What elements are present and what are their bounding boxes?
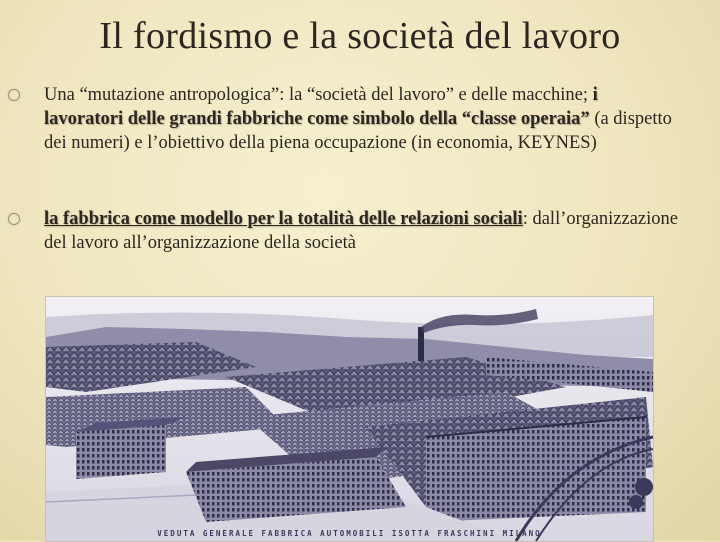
photo-caption: VEDUTA GENERALE FABBRICA AUTOMOBILI ISOTTA FRASCHINI MILANO (157, 529, 542, 538)
factory-illustration (46, 297, 653, 541)
bullet-2-bold-text: la fabbrica come modello per la totalità delle relazioni sociali (44, 209, 523, 229)
bullet-1-text: Una “mutazione antropologica”: la “società del lavoro” e delle macchine; (44, 85, 593, 105)
bullet-item-2 (44, 207, 680, 255)
bullet-1-bold-text: i lavoratori delle grandi fabbriche come simbolo della “classe operaia” (44, 85, 598, 129)
bullet-1-rest-text: (a dispetto dei numeri) e l’obiettivo della piena occupazione (in economia, KEYNES) (44, 109, 672, 153)
bullet-circle-icon (8, 213, 20, 225)
factory-photo (45, 296, 654, 542)
bullet-2-text: : dall’organizzazione del lavoro all’organizzazione della società (44, 209, 678, 253)
slide-title: Il fordismo e la società del lavoro (99, 15, 621, 57)
bullet-circle-icon (8, 89, 20, 101)
bullet-item-1 (44, 83, 680, 155)
